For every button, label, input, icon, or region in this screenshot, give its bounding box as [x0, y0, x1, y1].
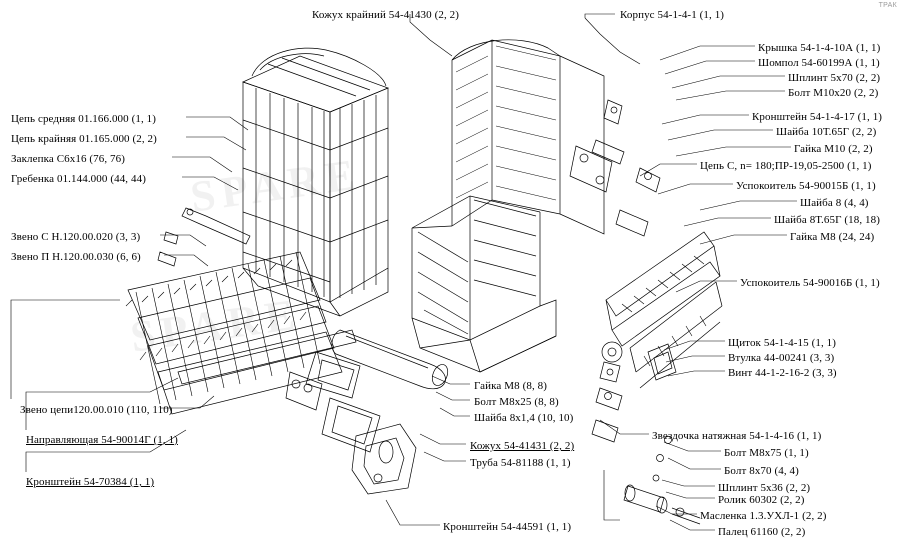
callout-kronshteyn-70384: Кронштейн 54-70384 (1, 1) — [26, 476, 155, 488]
callout-cep-srednyaya: Цепь средняя 01.166.000 (1, 1) — [11, 113, 157, 125]
callout-zveno-cepi: Звено цепи120.00.010 (110, 110) — [20, 404, 173, 416]
corner-mark: ТРАК — [878, 2, 897, 9]
callout-grebenka: Гребенка 01.144.000 (44, 44) — [11, 173, 146, 185]
callout-zveno-s: Звено С Н.120.00.020 (3, 3) — [11, 231, 141, 243]
callout-vint: Винт 44-1-2-16-2 (3, 3) — [728, 367, 837, 379]
callout-shayba-10t65g: Шайба 10Т.65Г (2, 2) — [776, 126, 877, 138]
callout-rolik: Ролик 60302 (2, 2) — [718, 494, 805, 506]
callout-kozhuh-krayniy: Кожух крайний 54-41430 (2, 2) — [312, 9, 460, 21]
callout-truba: Труба 54-81188 (1, 1) — [470, 457, 571, 469]
callout-shchitok: Щиток 54-1-4-15 (1, 1) — [728, 337, 837, 349]
callout-shayba-8t65g: Шайба 8Т.65Г (18, 18) — [774, 214, 880, 226]
callout-uspokoitel-90015b: Успокоитель 54-90015Б (1, 1) — [736, 180, 876, 192]
callout-cep-s: Цепь С, n= 180;ПР-19,05-2500 (1, 1) — [700, 160, 872, 172]
callout-shplint-5x70: Шплинт 5х70 (2, 2) — [788, 72, 881, 84]
callout-zveno-p: Звено П Н.120.00.030 (6, 6) — [11, 251, 141, 263]
callout-bolt-8x70: Болт 8х70 (4, 4) — [724, 465, 799, 477]
callout-korpus: Корпус 54-1-4-1 (1, 1) — [620, 9, 725, 21]
callout-gayka-m10: Гайка М10 (2, 2) — [794, 143, 873, 155]
watermark-text: SPARE — [187, 149, 364, 222]
callout-palec: Палец 61160 (2, 2) — [718, 526, 806, 538]
callout-bolt-m8x75: Болт М8х75 (1, 1) — [724, 447, 809, 459]
callout-kozhuh-54-41431: Кожух 54-41431 (2, 2) — [470, 440, 575, 452]
callout-vtulka: Втулка 44-00241 (3, 3) — [728, 352, 835, 364]
callout-gayka-m8-24: Гайка М8 (24, 24) — [790, 231, 875, 243]
callout-zvezdochka: Звездочка натяжная 54-1-4-16 (1, 1) — [652, 430, 822, 442]
callout-zaklepka: Заклепка С6х16 (76, 76) — [11, 153, 126, 165]
callout-shayba-8x14: Шайба 8х1,4 (10, 10) — [474, 412, 574, 424]
callout-cep-kraynyaya: Цепь крайняя 01.165.000 (2, 2) — [11, 133, 157, 145]
callout-shompol: Шомпол 54-60199А (1, 1) — [758, 57, 880, 69]
callout-kryshka: Крышка 54-1-4-10А (1, 1) — [758, 42, 881, 54]
watermark-text: SPARE — [127, 289, 304, 362]
callout-shayba-8: Шайба 8 (4, 4) — [800, 197, 869, 209]
callout-kronshteyn-44591: Кронштейн 54-44591 (1, 1) — [443, 521, 572, 533]
callout-maslenka: Масленка 1.3.УХЛ-1 (2, 2) — [700, 510, 827, 522]
callout-shplint-5x36: Шплинт 5х36 (2, 2) — [718, 482, 811, 494]
callout-uspokoitel-90016b: Успокоитель 54-90016Б (1, 1) — [740, 277, 880, 289]
callout-gayka-m8-8: Гайка М8 (8, 8) — [474, 380, 548, 392]
callout-bolt-m10x20: Болт М10х20 (2, 2) — [788, 87, 879, 99]
callout-bolt-m8x25: Болт М8х25 (8, 8) — [474, 396, 559, 408]
callout-kronshteyn-54-1-4-17: Кронштейн 54-1-4-17 (1, 1) — [752, 111, 883, 123]
callout-napravlyayushchaya: Направляющая 54-90014Г (1, 1) — [26, 434, 178, 446]
